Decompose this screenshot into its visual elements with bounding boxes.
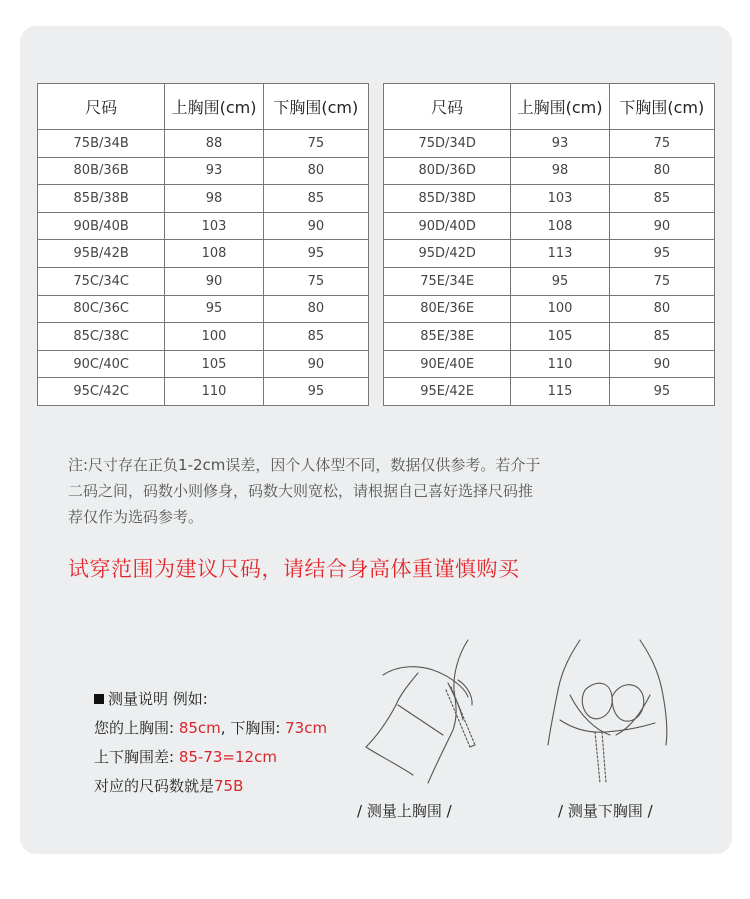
cell-size: 85B/38B: [38, 185, 165, 213]
header-upper-bust: 上胸围(cm): [511, 84, 609, 130]
cell-size: 95D/42D: [384, 240, 511, 268]
cell-size: 90C/40C: [38, 350, 165, 378]
table-row: [38, 130, 369, 158]
cell-size: 85D/38D: [384, 185, 511, 213]
cell-under-bust: 90: [609, 212, 714, 240]
header-upper-bust: 上胸围(cm): [165, 84, 263, 130]
cell-upper-bust: 95: [511, 267, 609, 295]
cell-upper-bust: 100: [165, 323, 263, 351]
table-row: [384, 295, 715, 323]
cell-upper-bust: 100: [511, 295, 609, 323]
cell-upper-bust: 108: [165, 240, 263, 268]
cell-size: 90D/40D: [384, 212, 511, 240]
table-header-row: [384, 84, 715, 130]
cell-under-bust: 90: [263, 350, 368, 378]
upper-bust-caption: / 测量上胸围 /: [357, 802, 452, 820]
note-line: 二码之间，码数小则修身，码数大则宽松，请根据自己喜好选择尺码推: [68, 482, 534, 500]
cell-upper-bust: 103: [511, 185, 609, 213]
table-row: [38, 295, 369, 323]
size-note: [68, 452, 608, 530]
size-table-left: [37, 83, 369, 406]
cell-size: 85E/38E: [384, 323, 511, 351]
size-table-right: [383, 83, 715, 406]
cell-size: 90E/40E: [384, 350, 511, 378]
under-bust-figure-icon: [540, 635, 690, 785]
cell-size: 75C/34C: [38, 267, 165, 295]
result-size-value: 75B: [214, 777, 244, 795]
table-row: [38, 323, 369, 351]
cell-size: 75D/34D: [384, 130, 511, 158]
square-bullet-icon: [94, 694, 104, 704]
cell-under-bust: 80: [609, 157, 714, 185]
cell-upper-bust: 90: [165, 267, 263, 295]
table-row: [384, 323, 715, 351]
measure-title: 测量说明 例如:: [94, 685, 327, 714]
cell-size: 95B/42B: [38, 240, 165, 268]
bust-difference-value: 85-73=12cm: [178, 748, 277, 766]
cell-upper-bust: 110: [165, 378, 263, 406]
cell-upper-bust: 88: [165, 130, 263, 158]
table-row: [384, 350, 715, 378]
cell-size: 80E/36E: [384, 295, 511, 323]
cell-upper-bust: 110: [511, 350, 609, 378]
table-row: [38, 350, 369, 378]
cell-upper-bust: 93: [511, 130, 609, 158]
table-row: [38, 157, 369, 185]
table-row: [384, 378, 715, 406]
cell-under-bust: 90: [263, 212, 368, 240]
cell-upper-bust: 98: [511, 157, 609, 185]
cell-under-bust: 80: [263, 295, 368, 323]
cell-upper-bust: 115: [511, 378, 609, 406]
cell-size: 80B/36B: [38, 157, 165, 185]
cell-upper-bust: 95: [165, 295, 263, 323]
table-row: [384, 267, 715, 295]
cell-under-bust: 90: [609, 350, 714, 378]
cell-size: 80D/36D: [384, 157, 511, 185]
cell-upper-bust: 98: [165, 185, 263, 213]
measurement-instructions: [94, 685, 327, 801]
cell-size: 75E/34E: [384, 267, 511, 295]
table-header-row: [38, 84, 369, 130]
table-row: [38, 240, 369, 268]
under-bust-value: 73cm: [285, 719, 328, 737]
table-row: [384, 157, 715, 185]
table-row: [384, 240, 715, 268]
cell-under-bust: 75: [263, 267, 368, 295]
cell-under-bust: 85: [609, 185, 714, 213]
upper-bust-value: 85cm: [178, 719, 221, 737]
table-row: [384, 185, 715, 213]
cell-under-bust: 85: [609, 323, 714, 351]
cell-upper-bust: 105: [165, 350, 263, 378]
note-line: 注:尺寸存在正负1-2cm误差，因个人体型不同，数据仅供参考。若介于: [68, 456, 541, 474]
table-row: [38, 267, 369, 295]
header-under-bust: 下胸围(cm): [263, 84, 368, 130]
cell-upper-bust: 108: [511, 212, 609, 240]
cell-upper-bust: 103: [165, 212, 263, 240]
cell-size: 95E/42E: [384, 378, 511, 406]
measure-diff-line: 上下胸围差: 85-73=12cm: [94, 748, 277, 766]
header-size: 尺码: [384, 84, 511, 130]
cell-upper-bust: 113: [511, 240, 609, 268]
note-line: 荐仅作为选码参考。: [68, 508, 204, 526]
cell-size: 75B/34B: [38, 130, 165, 158]
cell-under-bust: 95: [263, 378, 368, 406]
cell-under-bust: 85: [263, 323, 368, 351]
header-under-bust: 下胸围(cm): [609, 84, 714, 130]
table-row: [38, 185, 369, 213]
cell-size: 90B/40B: [38, 212, 165, 240]
cell-under-bust: 95: [609, 240, 714, 268]
cell-under-bust: 80: [609, 295, 714, 323]
cell-upper-bust: 93: [165, 157, 263, 185]
cell-under-bust: 75: [609, 267, 714, 295]
upper-bust-figure-icon: [358, 635, 508, 785]
table-row: [38, 378, 369, 406]
cell-under-bust: 95: [263, 240, 368, 268]
table-row: [384, 212, 715, 240]
cell-under-bust: 75: [263, 130, 368, 158]
cell-under-bust: 95: [609, 378, 714, 406]
cell-under-bust: 75: [609, 130, 714, 158]
measure-result-line: 对应的尺码数就是75B: [94, 777, 244, 795]
measure-example-line: 您的上胸围: 85cm, 下胸围: 73cm: [94, 719, 328, 737]
table-row: [384, 130, 715, 158]
cell-under-bust: 80: [263, 157, 368, 185]
table-row: [38, 212, 369, 240]
cell-size: 85C/38C: [38, 323, 165, 351]
cell-size: 80C/36C: [38, 295, 165, 323]
cell-under-bust: 85: [263, 185, 368, 213]
cell-size: 95C/42C: [38, 378, 165, 406]
cell-upper-bust: 105: [511, 323, 609, 351]
fitting-warning: 试穿范围为建议尺码，请结合身高体重谨慎购买: [68, 557, 520, 581]
under-bust-caption: / 测量下胸围 /: [558, 802, 653, 820]
header-size: 尺码: [38, 84, 165, 130]
